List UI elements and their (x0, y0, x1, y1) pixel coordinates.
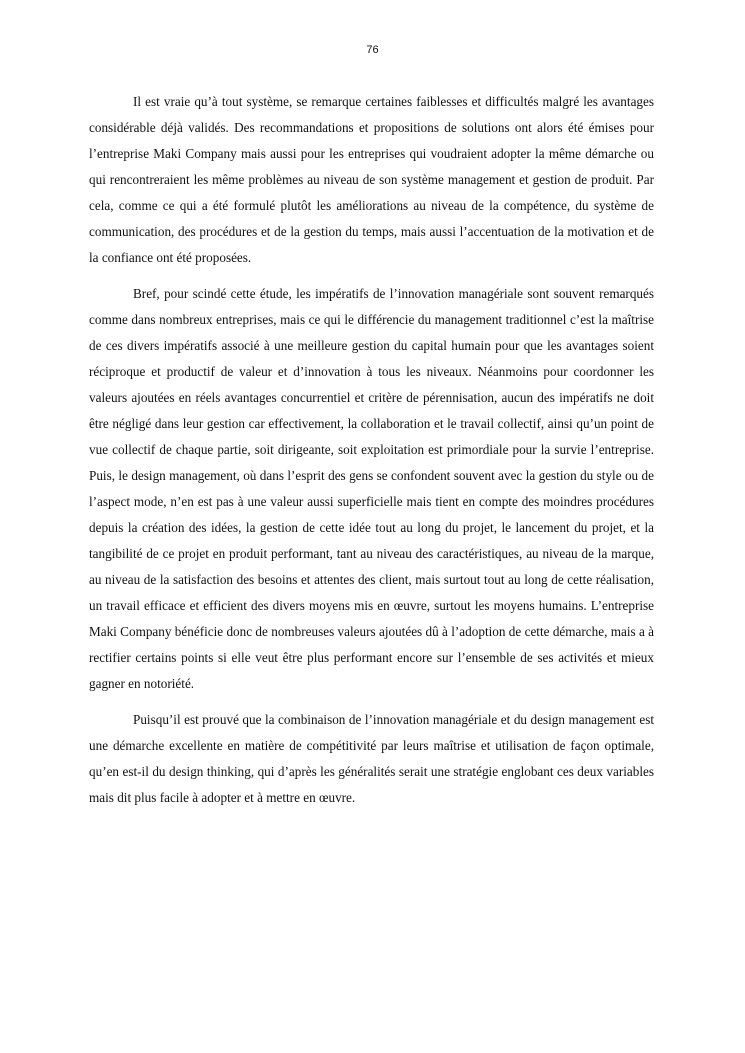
paragraph-design-thinking: Puisqu’il est prouvé que la combinaison de l’innovation managériale et du design management est une démarche excellente en matière de compétitivité par leurs maîtrise et utilisation de façon optimale, qu’en est-il du design thinking, qui d’après les généralités serait une stratégie englobant ces deux variables mais dit plus facile à adopter et à mettre en œuvre. (89, 712, 654, 805)
page-number: 76 (366, 44, 379, 56)
paragraph-recommendations: Il est vraie qu’à tout système, se remarque certaines faiblesses et difficultés malgré les avantages considérable déjà validés. Des recommandations et propositions de solutions ont alors été émises pour l’entreprise Maki Company mais aussi pour les entreprises qui voudraient adopter la même démarche ou qui rencontreraient les même problèmes au niveau de son système management et gestion de produit. Par cela, comme ce qui a été formulé plutôt les améliorations au niveau de la compétence, du système de communication, des procédures et de la gestion du temps, mais aussi l’accentuation de la motivation et de la confiance ont été proposées. (89, 94, 654, 265)
paragraph-innovation-design-management: Bref, pour scindé cette étude, les impératifs de l’innovation managériale sont souvent remarqués comme dans nombreux entreprises, mais ce qui le différencie du management traditionnel c’est la maîtrise de ces divers impératifs associé à une meilleure gestion du capital humain pour que les avantages soient réciproque et productif de valeur et d’innovation à tous les niveaux. Néanmoins pour coordonner les valeurs ajoutées en réels avantages concurrentiel et critère de pérennisation, aucun des impératifs ne doit être négligé dans leur gestion car effectivement, la collaboration et le travail collectif, ainsi qu’un point de vue collectif de chaque partie, soit dirigeante, soit exploitation est primordiale pour la survie l’entreprise. Puis, le design management, où dans l’esprit des gens se confondent souvent avec la gestion du style ou de l’aspect mode, n’en est pas à une valeur aussi superficielle mais tient en compte des moindres procédures depuis la création des idées, la gestion de cette idée tout au long du projet, le lancement du projet, et la tangibilité de ce projet en produit performant, tant au niveau des caractéristiques, au niveau de la marque, au niveau de la satisfaction des besoins et attentes des client, mais surtout tout au long de cette réalisation, un travail efficace et efficient des divers moyens mis en œuvre, surtout les moyens humains. L’entreprise Maki Company bénéficie donc de nombreuses valeurs ajoutées dû à l’adoption de cette démarche, mais a à rectifier certains points si elle veut être plus performant encore sur l’ensemble de ses activités et mieux gagner en notoriété. (89, 286, 654, 691)
document-body (89, 89, 654, 821)
